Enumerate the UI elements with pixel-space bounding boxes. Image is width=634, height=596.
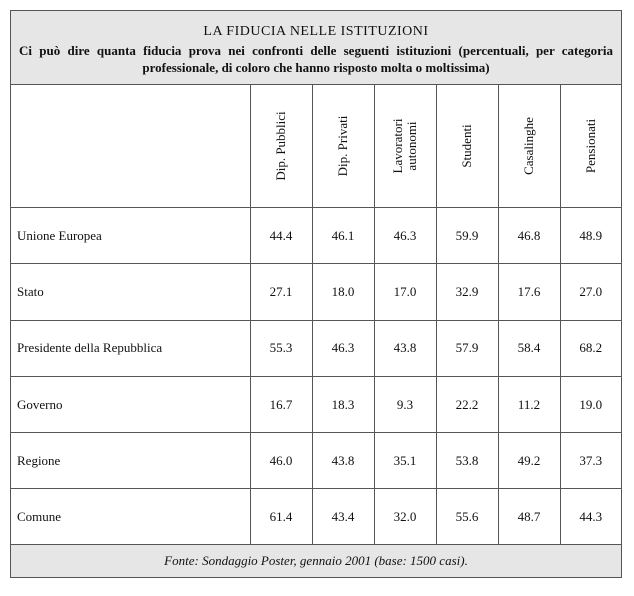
row-label: Unione Europea: [11, 208, 250, 264]
table-row: [11, 489, 621, 545]
column-header-label: Dip. Privati: [335, 115, 350, 177]
table-row: [11, 433, 621, 489]
table-cell: 22.2: [436, 376, 498, 432]
row-label: Governo: [11, 376, 250, 432]
table-header: [11, 11, 621, 85]
data-table: [11, 85, 621, 546]
table-frame: [10, 10, 622, 578]
table-cell: 48.7: [498, 489, 560, 545]
table-cell: 59.9: [436, 208, 498, 264]
corner-cell: [11, 85, 250, 208]
table-cell: 57.9: [436, 320, 498, 376]
row-label: Comune: [11, 489, 250, 545]
column-header-label: Lavoratori autonomi: [390, 118, 419, 174]
column-header-label: Casalinghe: [521, 117, 536, 175]
table-cell: 37.3: [560, 433, 621, 489]
table-cell: 44.4: [250, 208, 312, 264]
table-cell: 19.0: [560, 376, 621, 432]
table-cell: 17.0: [374, 264, 436, 320]
column-header: [560, 85, 621, 208]
column-header-label: Dip. Pubblici: [273, 111, 288, 181]
table-cell: 27.1: [250, 264, 312, 320]
table-cell: 61.4: [250, 489, 312, 545]
column-header: [312, 85, 374, 208]
table-cell: 35.1: [374, 433, 436, 489]
source-note: Fonte: Sondaggio Poster, gennaio 2001 (base: 1500 casi).: [164, 553, 468, 568]
column-header: [374, 85, 436, 208]
table-cell: 18.3: [312, 376, 374, 432]
row-label: Regione: [11, 433, 250, 489]
table-cell: 44.3: [560, 489, 621, 545]
table-cell: 46.1: [312, 208, 374, 264]
table-cell: 55.3: [250, 320, 312, 376]
column-header-label: Pensionati: [582, 118, 598, 174]
table-footer: [11, 544, 621, 577]
column-header-label: Studenti: [459, 124, 474, 168]
column-header: [436, 85, 498, 208]
table-cell: 9.3: [374, 376, 436, 432]
table-cell: 32.0: [374, 489, 436, 545]
table-row: [11, 320, 621, 376]
table-subtitle: Ci può dire quanta fiducia prova nei confronti delle seguenti istituzioni (percentuali, per categoria professionale, di coloro che hanno risposto molta o moltissima): [19, 43, 613, 75]
column-header: [250, 85, 312, 208]
table-cell: 49.2: [498, 433, 560, 489]
table-cell: 68.2: [560, 320, 621, 376]
row-label: Presidente della Repubblica: [11, 320, 250, 376]
table-row: [11, 376, 621, 432]
table-cell: 27.0: [560, 264, 621, 320]
table-cell: 46.3: [312, 320, 374, 376]
column-header: [498, 85, 560, 208]
table-cell: 58.4: [498, 320, 560, 376]
table-cell: 16.7: [250, 376, 312, 432]
row-label: Stato: [11, 264, 250, 320]
table-cell: 11.2: [498, 376, 560, 432]
table-title: LA FIDUCIA NELLE ISTITUZIONI: [203, 24, 429, 39]
table-cell: 32.9: [436, 264, 498, 320]
table-cell: 43.4: [312, 489, 374, 545]
table-row: [11, 264, 621, 320]
table-cell: 17.6: [498, 264, 560, 320]
table-cell: 46.3: [374, 208, 436, 264]
table-cell: 18.0: [312, 264, 374, 320]
table-cell: 46.0: [250, 433, 312, 489]
table-cell: 55.6: [436, 489, 498, 545]
table-cell: 48.9: [560, 208, 621, 264]
table-cell: 43.8: [312, 433, 374, 489]
table-cell: 43.8: [374, 320, 436, 376]
table-cell: 46.8: [498, 208, 560, 264]
table-cell: 53.8: [436, 433, 498, 489]
table-row: [11, 208, 621, 264]
